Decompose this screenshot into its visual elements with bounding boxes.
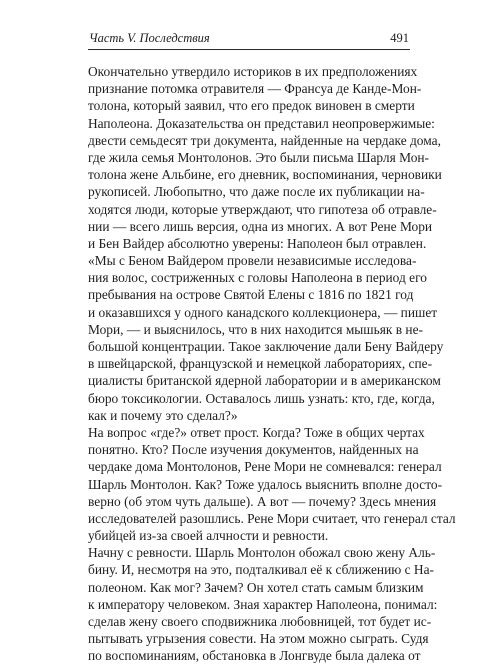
- text-line: циалисты британской ядерной лаборатории и в американском: [88, 373, 441, 389]
- text-line: и Бен Вайдер абсолютно уверены: Наполеон был отравлен.: [88, 235, 427, 251]
- text-line: На вопрос «где?» ответ прост. Когда? Тоже в общих чертах: [88, 424, 425, 440]
- text-line: как и почему это сделал?»: [88, 407, 238, 423]
- text-line: чердаке дома Монтолонов, Рене Мори не сомневался: генерал: [88, 459, 442, 475]
- text-line: ходятся люди, которые утверждают, что гипотеза об отравле-: [88, 201, 437, 217]
- text-line: убийцей из-за своей алчности и ревности.: [88, 528, 329, 544]
- page-header: [88, 29, 410, 49]
- text-line: пытывать угрызения совести. На этом можно сыграть. Судя: [88, 631, 429, 647]
- text-line: сделав жену своего сподвижника любовницей, тот будет ис-: [88, 614, 432, 629]
- text-line: признание потомка отравителя — Франсуа де Канде-Мон-: [88, 81, 422, 97]
- text-line: в швейцарской, французской и немецкой лабораториях, спе-: [88, 356, 433, 372]
- text-line: понятно. Кто? После изучения документов, найденных на: [88, 442, 419, 458]
- text-line: Шарль Монтолон. Как? Тоже удалось выяснить вполне досто-: [88, 476, 443, 492]
- text-line: толона, который заявил, что его предок виновен в смерти: [88, 98, 415, 114]
- text-line: по воспоминаниям, обстановка в Лонгвуде была далека от: [88, 648, 421, 664]
- running-head: Часть V. Последствия: [89, 31, 210, 45]
- text-line: рукописей. Любопытно, что даже после их публикации на-: [88, 184, 425, 200]
- text-line: большой концентрации. Такое заключение дали Бену Вайдеру: [88, 339, 444, 354]
- text-line: Мори, — и выяснилось, что в них находится мышьяк в не-: [88, 321, 423, 337]
- page-number: 491: [390, 31, 409, 45]
- text-line: пребывания на острове Святой Елены с 1816 по 1821 год: [88, 287, 414, 303]
- text-line: к императору человеком. Зная характер Наполеона, понимал:: [88, 596, 438, 612]
- body-text: [88, 63, 456, 665]
- text-line: двести семьдесят три документа, найденные на чердаке дома,: [88, 132, 441, 148]
- text-line: толона жене Альбине, его дневник, воспоминания, черновики: [88, 167, 442, 183]
- text-line: «Мы с Беном Вайдером провели независимые исследова-: [88, 253, 417, 269]
- text-line: полеоном. Как мог? Зачем? Он хотел стать самым близким: [88, 579, 424, 595]
- text-line: где жила семья Монтолонов. Это были письма Шарля Мон-: [88, 149, 430, 165]
- text-line: бину. И, несмотря на это, подталкивал её к сближению с На-: [88, 562, 434, 578]
- text-line: Окончательно утвердило историков в их предположениях: [88, 64, 418, 79]
- text-line: нии — всего лишь версия, одна из многих. А вот Рене Мори: [88, 218, 433, 234]
- text-line: Начну с ревности. Шарль Монтолон обожал свою жену Аль-: [88, 545, 436, 561]
- text-line: Наполеона. Доказательства он представил неопровержимые:: [88, 115, 435, 131]
- text-line: верно (об этом чуть дальше). А вот — почему? Здесь мнения: [88, 493, 437, 509]
- text-line: исследователей разошлись. Рене Мори считает, что генерал стал: [88, 510, 456, 526]
- text-line: и оказавшихся у одного канадского коллекционера, — пишет: [88, 304, 438, 320]
- header-rule: [88, 49, 410, 50]
- text-line: ния волос, состриженных с головы Наполеона в период его: [88, 270, 427, 286]
- text-line: бюро токсикологии. Оставалось лишь узнать: кто, где, когда,: [88, 390, 435, 406]
